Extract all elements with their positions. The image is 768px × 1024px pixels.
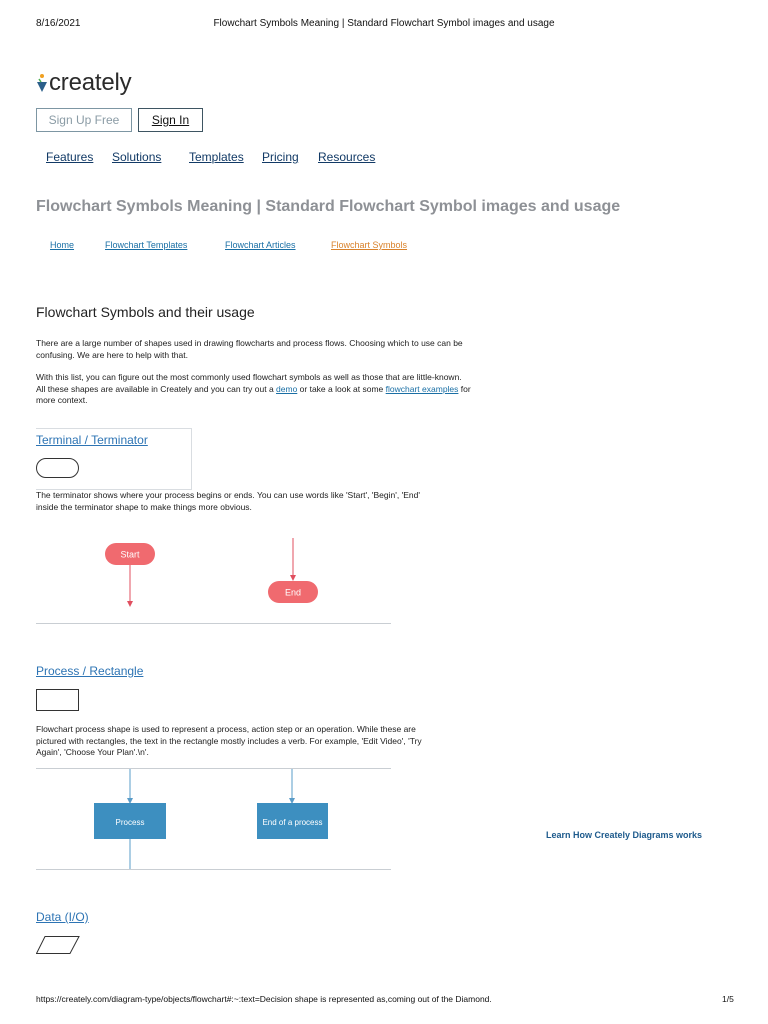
print-title: Flowchart Symbols Meaning | Standard Flowchart Symbol images and usage <box>213 18 555 29</box>
text-line: The terminator shows where your process begins or ends. You can use words like 'Start', 'Begin', 'End' <box>36 490 420 500</box>
text-line: inside the terminator shape to make things more obvious. <box>36 501 252 512</box>
process-description <box>36 724 546 759</box>
text-line: Flowchart process shape is used to represent a process, action step or an operation. While these are <box>36 724 416 734</box>
nav-solutions[interactable]: Solutions <box>112 150 162 164</box>
intro-paragraph-2 <box>36 372 546 407</box>
footer-page-number: 1/5 <box>722 994 734 1004</box>
text-line: With this list, you can figure out the most commonly used flowchart symbols as well as those that are little-known. <box>36 372 462 382</box>
start-label: Start <box>120 549 140 560</box>
terminator-shape-icon <box>36 458 82 480</box>
end-of-process-label: End of a process <box>262 818 323 827</box>
page-title: Flowchart Symbols Meaning | Standard Flowchart Symbol images and usage <box>36 198 621 215</box>
intro-paragraph-1 <box>36 338 546 361</box>
nav-resources[interactable]: Resources <box>318 150 376 164</box>
terminal-description <box>36 490 546 513</box>
flowchart-examples-link[interactable]: flowchart examples <box>385 383 459 394</box>
text-span: for <box>458 383 471 394</box>
terminal-title[interactable]: Terminal / Terminator <box>36 433 148 447</box>
data-io-title[interactable]: Data (I/O) <box>36 910 89 924</box>
end-label: End <box>284 587 302 598</box>
text-line: There are a large number of shapes used in drawing flowcharts and process flows. Choosing which to use can be <box>36 338 463 348</box>
text-line: pictured with rectangles, the text in the rectangle mostly includes a verb. For example, 'Edit Video', 'Try <box>36 735 422 746</box>
brand-name: creately <box>49 69 132 96</box>
text-line: confusing. We are here to help with that. <box>36 349 188 360</box>
demo-link[interactable]: demo <box>276 383 298 394</box>
intro-heading: Flowchart Symbols and their usage <box>36 304 255 320</box>
text-line: Again', 'Choose Your Plan'.\n'. <box>36 747 149 757</box>
creately-logo[interactable] <box>36 68 131 98</box>
nav-features[interactable]: Features <box>46 150 94 164</box>
breadcrumb-flowchart-templates[interactable]: Flowchart Templates <box>105 240 188 250</box>
breadcrumb-flowchart-articles[interactable]: Flowchart Articles <box>225 240 296 250</box>
text-span: or take a look at some <box>297 383 386 394</box>
text-span: All these shapes are available in Creately and you can try out a <box>36 383 277 394</box>
breadcrumb-home[interactable]: Home <box>50 240 75 250</box>
nav-templates[interactable]: Templates <box>189 150 244 164</box>
sign-up-button[interactable]: Sign Up Free <box>36 108 132 132</box>
section-divider <box>36 623 391 624</box>
arrowhead-icon <box>127 601 133 607</box>
breadcrumb-flowchart-symbols[interactable]: Flowchart Symbols <box>331 240 408 250</box>
learn-creately-link[interactable]: Learn How Creately Diagrams works <box>546 830 703 840</box>
footer-url: https://creately.com/diagram-type/objects/flowchart#:~:text=Decision shape is represented as,coming out of the Diamond. <box>36 994 492 1004</box>
nav-pricing[interactable]: Pricing <box>262 150 299 164</box>
terminal-example-diagram <box>36 530 396 630</box>
arrowhead-icon <box>290 575 296 581</box>
process-example-diagram <box>36 769 396 869</box>
process-label: Process <box>115 818 145 827</box>
sign-in-button[interactable]: Sign In <box>138 108 203 132</box>
text-line: more context. <box>36 395 88 405</box>
process-title[interactable]: Process / Rectangle <box>36 664 144 678</box>
rectangle-shape-icon <box>36 689 82 713</box>
parallelogram-shape-icon <box>36 936 82 956</box>
text-line <box>36 384 546 396</box>
section-divider <box>36 869 391 870</box>
print-date: 8/16/2021 <box>36 18 81 29</box>
creately-logo-icon <box>36 70 48 96</box>
